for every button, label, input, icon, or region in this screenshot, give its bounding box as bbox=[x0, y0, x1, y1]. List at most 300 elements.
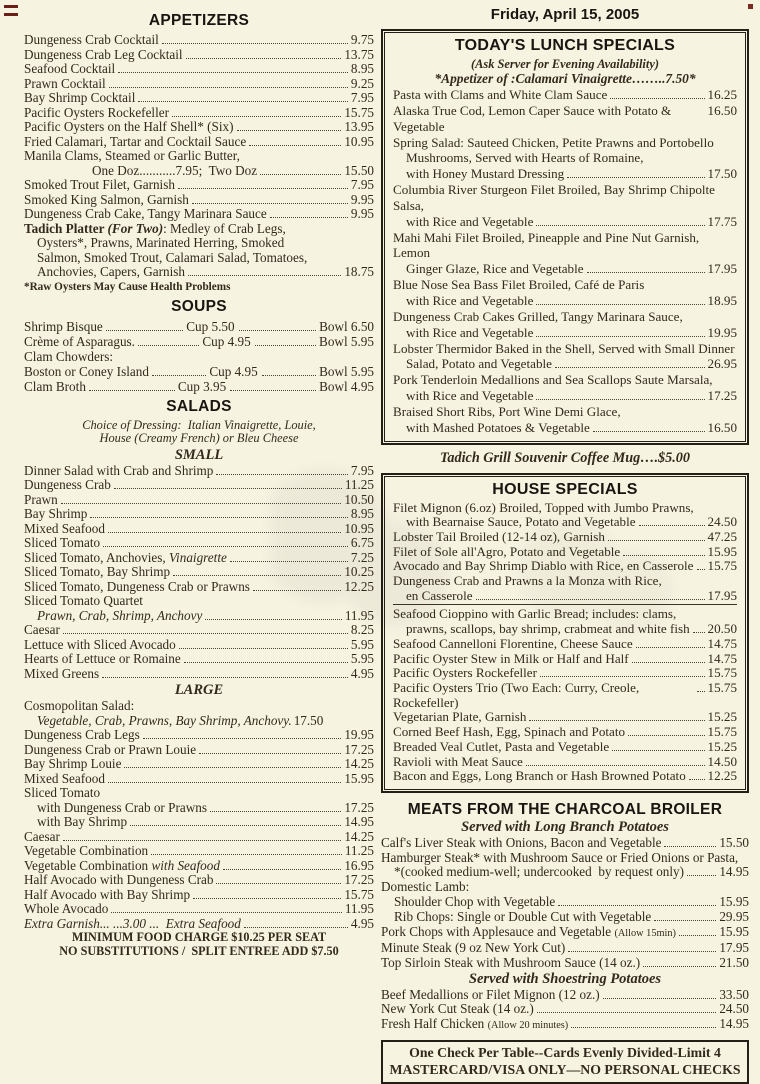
menu-item-row bbox=[24, 447, 374, 463]
item-price: 7.95 bbox=[350, 462, 374, 478]
item-label: Caesar bbox=[24, 828, 60, 844]
item-label: Salmon, Smoked Trout, Calamari Salad, Tomatoes, bbox=[37, 249, 308, 265]
dot-leader bbox=[679, 935, 716, 936]
item-label: Fresh Half Chicken (Allow 20 minutes) bbox=[381, 1016, 569, 1032]
dot-leader bbox=[568, 951, 716, 952]
lunch-specials-box bbox=[381, 29, 749, 445]
dot-leader bbox=[172, 116, 341, 117]
item-label: Seafood Cioppino with Garlic Bread; includes: clams, bbox=[393, 606, 677, 622]
item-label: Breaded Veal Cutlet, Pasta and Vegetable bbox=[393, 738, 610, 754]
item-label: Sliced Tomato Quartet bbox=[24, 593, 143, 608]
item-label: Calf's Liver Steak with Onions, Bacon and Vegetable bbox=[381, 834, 662, 850]
item-price: 15.95 bbox=[719, 923, 749, 939]
menu-item-row bbox=[24, 207, 374, 222]
item-price: 11.95 bbox=[344, 901, 374, 916]
appetizers-items bbox=[24, 33, 374, 294]
menu-item-row bbox=[24, 638, 374, 653]
item-label: Bay Shrimp bbox=[24, 506, 88, 521]
dot-leader bbox=[108, 782, 341, 783]
menu-item-row bbox=[393, 230, 737, 262]
item-price: 4.95 bbox=[350, 665, 374, 681]
item-price: 11.25 bbox=[344, 843, 374, 858]
item-label: Served with Long Branch Potatoes bbox=[461, 818, 669, 835]
menu-item-row bbox=[393, 103, 737, 135]
dot-leader bbox=[205, 619, 341, 620]
dot-leader bbox=[239, 330, 316, 331]
menu-item-row bbox=[24, 931, 374, 945]
dot-leader bbox=[632, 662, 705, 663]
menu-item-row bbox=[393, 740, 737, 755]
item-label: *Raw Oysters May Cause Health Problems bbox=[24, 280, 231, 293]
menu-item-row bbox=[393, 87, 737, 103]
dot-leader bbox=[130, 825, 341, 826]
dot-leader bbox=[89, 390, 175, 391]
item-label: NO SUBSTITUTIONS / SPLIT ENTREE ADD $7.50 bbox=[59, 943, 339, 958]
dot-leader bbox=[244, 927, 348, 928]
item-price: 15.95 bbox=[719, 893, 749, 909]
dot-leader bbox=[223, 869, 341, 870]
menu-item-row bbox=[381, 972, 749, 987]
item-label: Dungeness Crab Leg Cocktail bbox=[24, 46, 183, 62]
item-price: 17.50 bbox=[293, 712, 324, 728]
dot-leader bbox=[61, 503, 342, 504]
item-price: 15.75 bbox=[707, 680, 737, 695]
item-label: Top Sirloin Steak with Mushroom Sauce (14 oz.) bbox=[381, 955, 641, 971]
item-label: Dungeness Crab bbox=[24, 477, 111, 492]
item-price: 17.25 bbox=[344, 741, 374, 757]
menu-item-row bbox=[24, 135, 374, 150]
item-label: Tadich Platter (For Two): Medley of Crab Legs, bbox=[24, 220, 286, 236]
item-price: 17.25 bbox=[344, 872, 374, 887]
dot-leader bbox=[152, 375, 206, 376]
dot-leader bbox=[654, 920, 716, 921]
item-price: 17.95 bbox=[719, 940, 749, 956]
menu-item-row bbox=[24, 743, 374, 758]
menu-item-row bbox=[393, 666, 737, 681]
dot-leader bbox=[253, 590, 341, 591]
item-label: House (Creamy French) or Bleu Cheese bbox=[99, 431, 299, 445]
item-label: Pasta with Clams and White Clam Sauce bbox=[393, 87, 608, 102]
menu-item-row bbox=[24, 379, 374, 394]
item-label: Choice of Dressing: Italian Vinaigrette, Louie, bbox=[82, 417, 316, 432]
menu-item-row bbox=[24, 120, 374, 135]
payment-policy-line1: One Check Per Table--Cards Evenly Divided-Limit 4 bbox=[409, 1045, 721, 1061]
item-price: 17.25 bbox=[707, 388, 737, 404]
item-price: 15.50 bbox=[719, 834, 749, 850]
item-price: 13.95 bbox=[344, 119, 374, 134]
item-price: 16.95 bbox=[344, 857, 374, 873]
item-label: Pacific Oysters on the Half Shell* (Six) bbox=[24, 119, 234, 134]
item-price: 14.25 bbox=[344, 756, 374, 771]
menu-item-row bbox=[381, 956, 749, 971]
dot-leader bbox=[230, 561, 348, 562]
item-label: Hearts of Lettuce or Romaine bbox=[24, 651, 181, 666]
dot-leader bbox=[536, 336, 704, 337]
item-label: Caesar bbox=[24, 622, 60, 637]
item-label: with Rice and Vegetable bbox=[406, 388, 534, 404]
item-label: Beef Medallions or Filet Mignon (12 oz.) bbox=[381, 986, 600, 1002]
item-price: 47.25 bbox=[707, 528, 737, 544]
item-price: 14.75 bbox=[707, 650, 737, 666]
menu-item-row bbox=[24, 251, 374, 266]
item-price: 12.25 bbox=[344, 578, 374, 594]
item-label: Rib Chops: Single or Double Cut with Vegetable bbox=[394, 908, 652, 924]
dot-leader bbox=[237, 130, 342, 131]
payment-policy-box bbox=[381, 1040, 749, 1084]
item-price: 7.95 bbox=[350, 90, 374, 105]
menu-item-row bbox=[24, 536, 374, 551]
item-label: Pacific Oysters Trio (Two Each: Curry, Creole, Rockefeller) bbox=[393, 680, 643, 710]
item-price: Cup 4.95 bbox=[202, 333, 251, 349]
dot-leader bbox=[664, 846, 716, 847]
dot-leader bbox=[555, 367, 705, 368]
item-price: 8.95 bbox=[350, 61, 374, 76]
item-label: Prawn, Crab, Shrimp, Anchovy bbox=[37, 607, 203, 623]
dot-leader bbox=[536, 399, 704, 400]
item-label: Hamburger Steak* with Mushroom Sauce or Fried Onions or Pasta, bbox=[381, 849, 739, 865]
menu-item-row bbox=[381, 1017, 749, 1034]
item-price: 19.95 bbox=[707, 324, 737, 340]
item-label: Pacific Oyster Stew in Milk or Half and Half bbox=[393, 650, 629, 666]
souvenir-mug-line: Tadich Grill Souvenir Coffee Mug….$5.00 bbox=[440, 449, 690, 466]
item-label: with Rice and Vegetable bbox=[406, 213, 534, 229]
menu-item-row bbox=[393, 341, 737, 357]
lunch-specials-inner bbox=[384, 32, 746, 442]
dot-leader bbox=[184, 662, 348, 663]
item-label: Served with Shoestring Potatoes bbox=[468, 970, 662, 987]
menu-item-row bbox=[24, 478, 374, 493]
item-label: Cosmopolitan Salad: bbox=[24, 698, 135, 713]
item-price: 14.95 bbox=[719, 864, 749, 880]
dot-leader bbox=[628, 735, 705, 736]
dot-leader bbox=[603, 998, 717, 999]
item-price: 15.95 bbox=[344, 770, 374, 786]
menu-item-row bbox=[393, 652, 737, 667]
item-price: 14.50 bbox=[707, 753, 737, 769]
menu-item-row bbox=[393, 725, 737, 740]
dot-leader bbox=[192, 203, 348, 204]
item-label: Seafood Cocktail bbox=[24, 61, 116, 76]
item-price: 5.95 bbox=[350, 636, 374, 652]
house-specials-inner bbox=[384, 476, 746, 790]
item-label: with Rice and Vegetable bbox=[406, 292, 534, 308]
item-label: Salad, Potato and Vegetable bbox=[406, 356, 552, 372]
dot-leader bbox=[526, 765, 705, 766]
item-label: Dungeness Crab Legs bbox=[24, 727, 140, 742]
item-label: with Mashed Potatoes & Vegetable bbox=[406, 419, 590, 435]
item-label: Half Avocado with Bay Shrimp bbox=[24, 886, 191, 902]
menu-item-row bbox=[393, 182, 737, 214]
item-label: Blue Nose Sea Bass Filet Broiled, Café de Paris bbox=[393, 277, 645, 293]
left-column bbox=[24, 8, 374, 958]
item-label: Extra Garnish... ...3.00 ... Extra Seafood bbox=[24, 915, 241, 931]
dot-leader bbox=[199, 753, 341, 754]
salads-title: SALADS bbox=[166, 397, 232, 415]
dot-leader bbox=[179, 648, 348, 649]
item-price: 4.95 bbox=[350, 915, 374, 931]
item-price: 6.75 bbox=[350, 535, 374, 550]
menu-item-row bbox=[24, 193, 374, 208]
item-price: 24.50 bbox=[707, 514, 737, 530]
dot-leader bbox=[612, 750, 704, 751]
item-label: Bay Shrimp Cocktail bbox=[24, 90, 136, 105]
dot-leader bbox=[118, 72, 348, 73]
menu-item-row bbox=[393, 530, 737, 545]
item-label: MINIMUM FOOD CHARGE $10.25 PER SEAT bbox=[71, 930, 327, 944]
menu-item-row bbox=[393, 293, 737, 309]
dot-leader bbox=[529, 720, 704, 721]
soups-items bbox=[24, 319, 374, 394]
menu-item-row bbox=[381, 865, 749, 880]
dot-leader bbox=[571, 1027, 716, 1028]
menu-item-row bbox=[24, 507, 374, 522]
item-label: SMALL bbox=[174, 446, 224, 463]
dot-leader bbox=[124, 767, 341, 768]
menu-item-row bbox=[24, 149, 374, 164]
dot-leader bbox=[151, 854, 342, 855]
dot-leader bbox=[593, 431, 705, 432]
menu-item-row bbox=[393, 545, 737, 560]
menu-item-row bbox=[24, 419, 374, 433]
item-price: 15.75 bbox=[707, 665, 737, 681]
house-specials-title: HOUSE SPECIALS bbox=[492, 480, 638, 498]
item-label: Columbia River Sturgeon Filet Broiled, Bay Shrimp Chipolte Salsa, bbox=[393, 182, 719, 213]
item-price: 16.50 bbox=[707, 102, 737, 118]
item-price: 16.50 bbox=[707, 419, 737, 435]
dot-leader bbox=[262, 375, 316, 376]
item-label: with Rice and Vegetable bbox=[406, 324, 534, 340]
meats-items bbox=[381, 820, 749, 1034]
item-label: Bacon and Eggs, Long Branch or Hash Browned Potato bbox=[393, 768, 686, 784]
dot-leader bbox=[143, 738, 342, 739]
dot-leader bbox=[210, 811, 341, 812]
item-price: 18.75 bbox=[344, 264, 374, 279]
dot-leader bbox=[697, 569, 705, 570]
dot-leader bbox=[623, 555, 704, 556]
item-price: Cup 5.50 bbox=[186, 318, 235, 334]
item-label: Clam Chowders: bbox=[24, 348, 114, 364]
menu-item-row bbox=[381, 941, 749, 956]
item-label: Smoked King Salmon, Garnish bbox=[24, 191, 189, 207]
item-label: prawns, scallops, bay shrimp, crabmeat and white fish bbox=[406, 621, 690, 637]
menu-item-row bbox=[24, 62, 374, 77]
menu-item-row bbox=[24, 178, 374, 193]
menu-item-row bbox=[381, 1002, 749, 1017]
binding-mark bbox=[4, 5, 18, 8]
item-label: Mixed Greens bbox=[24, 665, 100, 681]
dot-leader bbox=[90, 517, 348, 518]
item-label: Vegetable Combination with Seafood bbox=[24, 857, 220, 873]
menu-item-row bbox=[24, 623, 374, 638]
item-price: 10.95 bbox=[344, 520, 374, 536]
divider-line bbox=[393, 604, 737, 605]
menu-item-row bbox=[393, 150, 737, 166]
item-label: Lobster Thermidor Baked in the Shell, Served with Small Dinner bbox=[393, 340, 735, 356]
item-price: 15.25 bbox=[707, 709, 737, 725]
menu-item-row bbox=[393, 515, 737, 530]
item-price: 5.95 bbox=[350, 651, 374, 666]
dot-leader bbox=[63, 840, 341, 841]
menu-item-row bbox=[24, 551, 374, 566]
item-label: Lobster Tail Broiled (12-14 oz), Garnish bbox=[393, 528, 605, 544]
menu-item-row bbox=[24, 77, 374, 92]
item-price: Cup 4.95 bbox=[209, 363, 258, 379]
menu-item-row bbox=[381, 988, 749, 1003]
item-label: with Honey Mustard Dressing bbox=[406, 166, 565, 182]
item-label: Clam Broth bbox=[24, 378, 86, 394]
menu-item-row bbox=[393, 372, 737, 388]
menu-item-row bbox=[393, 404, 737, 420]
menu-item-row bbox=[24, 565, 374, 580]
dot-leader bbox=[536, 225, 704, 226]
menu-item-row bbox=[24, 801, 374, 816]
item-price: 15.75 bbox=[344, 104, 374, 120]
menu-item-row bbox=[381, 851, 749, 866]
dot-leader bbox=[216, 474, 348, 475]
menu-item-row bbox=[393, 135, 737, 151]
menu-item-row bbox=[381, 910, 749, 925]
dot-leader bbox=[162, 43, 348, 44]
menu-item-row bbox=[393, 501, 737, 516]
salads-section bbox=[24, 398, 374, 959]
menu-item-row bbox=[393, 559, 737, 574]
menu-item-row bbox=[381, 880, 749, 895]
menu-item-row bbox=[24, 432, 374, 446]
menu-item-row bbox=[24, 349, 374, 364]
dot-leader bbox=[106, 330, 183, 331]
dot-leader bbox=[260, 174, 341, 175]
menu-item-row bbox=[24, 33, 374, 48]
dot-leader bbox=[103, 546, 348, 547]
item-label: Shoulder Chop with Vegetable bbox=[394, 893, 556, 909]
item-price: 14.95 bbox=[344, 814, 374, 829]
menu-item-row bbox=[24, 772, 374, 787]
item-label: Vegetable Combination bbox=[24, 843, 149, 858]
menu-item-row bbox=[24, 48, 374, 63]
menu-item-row bbox=[393, 309, 737, 325]
binding-mark bbox=[4, 13, 18, 16]
item-price: 9.75 bbox=[350, 32, 374, 47]
item-label: Whole Avocado bbox=[24, 901, 109, 916]
item-label: *(cooked medium-well; undercooked by request only) bbox=[394, 864, 685, 880]
item-label: New York Cut Steak (14 oz.) bbox=[381, 1001, 534, 1017]
menu-item-row bbox=[24, 859, 374, 874]
item-label: Mushrooms, Served with Hearts of Romaine, bbox=[406, 150, 644, 166]
menu-item-row bbox=[24, 844, 374, 859]
item-label: Vegetable, Crab, Prawns, Bay Shrimp, Anchovy. bbox=[37, 712, 292, 728]
meats-section bbox=[381, 801, 749, 1034]
item-price: 18.95 bbox=[707, 292, 737, 308]
item-price: 13.75 bbox=[344, 46, 374, 62]
item-label: Lettuce with Sliced Avocado bbox=[24, 636, 176, 652]
item-label: Corned Beef Hash, Egg, Spinach and Potato bbox=[393, 724, 626, 740]
menu-item-row bbox=[393, 607, 737, 622]
item-price: 14.25 bbox=[344, 828, 374, 844]
item-label: Alaska True Cod, Lemon Caper Sauce with Potato & Vegetable bbox=[393, 102, 675, 134]
item-price: 10.95 bbox=[344, 133, 374, 149]
item-label: with Bay Shrimp bbox=[37, 814, 128, 829]
item-label: Filet of Sole all'Agro, Potato and Vegetable bbox=[393, 543, 621, 559]
item-label: Bay Shrimp Louie bbox=[24, 756, 122, 771]
item-label: Sliced Tomato bbox=[24, 535, 101, 550]
menu-item-row bbox=[24, 580, 374, 595]
item-label: Smoked Trout Filet, Garnish bbox=[24, 177, 175, 192]
menu-item-row bbox=[24, 594, 374, 609]
item-label: Half Avocado with Dungeness Crab bbox=[24, 872, 214, 887]
item-label: Oysters*, Prawns, Marinated Herring, Smoked bbox=[37, 235, 285, 250]
soups-section bbox=[24, 298, 374, 394]
appetizers-section bbox=[24, 12, 374, 294]
item-price: Bowl 4.95 bbox=[319, 378, 375, 394]
menu-item-row bbox=[393, 710, 737, 725]
item-label: Pacific Oysters Rockefeller bbox=[393, 665, 537, 681]
menu-item-row bbox=[393, 637, 737, 652]
menu-item-row bbox=[393, 388, 737, 404]
item-label: with Bearnaise Sauce, Potato and Vegetable bbox=[406, 514, 636, 530]
menu-item-row bbox=[393, 769, 737, 784]
right-column bbox=[381, 4, 749, 1084]
dot-leader bbox=[270, 217, 348, 218]
item-price: 12.25 bbox=[707, 768, 737, 784]
menu-item-row bbox=[24, 91, 374, 106]
item-price: 9.25 bbox=[350, 75, 374, 91]
item-label: Sliced Tomato, Bay Shrimp bbox=[24, 564, 171, 579]
item-price: Cup 3.95 bbox=[177, 378, 227, 394]
item-label: Mixed Seafood bbox=[24, 770, 105, 786]
item-label: Braised Short Ribs, Port Wine Demi Glace, bbox=[393, 403, 621, 419]
dot-leader bbox=[173, 575, 341, 576]
item-label: Anchovies, Capers, Garnish bbox=[37, 264, 185, 279]
menu-item-row bbox=[24, 236, 374, 251]
dot-leader bbox=[188, 275, 341, 276]
dot-leader bbox=[193, 898, 341, 899]
dot-leader bbox=[536, 304, 704, 305]
lunch-specials-title: TODAY'S LUNCH SPECIALS bbox=[454, 37, 676, 54]
item-price: 33.50 bbox=[719, 986, 749, 1002]
dot-leader bbox=[636, 647, 705, 648]
item-price: 10.25 bbox=[344, 564, 374, 579]
item-label: Minute Steak (9 oz New York Cut) bbox=[381, 940, 566, 956]
lunch-appetizer-note: *Appetizer of :Calamari Vinaigrette……..7.50* bbox=[434, 71, 696, 86]
lunch-items bbox=[393, 87, 737, 436]
dot-leader bbox=[178, 188, 348, 189]
item-label: Manila Clams, Steamed or Garlic Butter, bbox=[24, 148, 240, 163]
dot-leader bbox=[610, 98, 704, 99]
menu-item-row bbox=[24, 873, 374, 888]
menu-item-row bbox=[24, 699, 374, 714]
dot-leader bbox=[537, 1012, 717, 1013]
menu-item-row bbox=[24, 945, 374, 959]
dot-leader bbox=[255, 345, 316, 346]
menu-item-row bbox=[24, 757, 374, 772]
item-label: Boston or Coney Island bbox=[24, 363, 149, 379]
item-label: Mixed Seafood bbox=[24, 520, 105, 536]
menu-item-row bbox=[24, 682, 374, 698]
item-price: 17.95 bbox=[707, 261, 737, 277]
item-label: Vegetarian Plate, Garnish bbox=[393, 709, 527, 725]
menu-item-row bbox=[24, 714, 374, 729]
dot-leader bbox=[476, 599, 705, 600]
house-items bbox=[393, 501, 737, 784]
dot-leader bbox=[138, 345, 199, 346]
item-price: 15.75 bbox=[344, 886, 374, 902]
menu-item-row bbox=[393, 214, 737, 230]
item-price: 8.95 bbox=[350, 506, 374, 521]
dot-leader bbox=[608, 540, 705, 541]
menu-item-row bbox=[24, 319, 374, 334]
item-label: Dungeness Crab Cakes Grilled, Tangy Marinara Sauce, bbox=[393, 308, 683, 324]
item-price: 15.95 bbox=[707, 543, 737, 559]
